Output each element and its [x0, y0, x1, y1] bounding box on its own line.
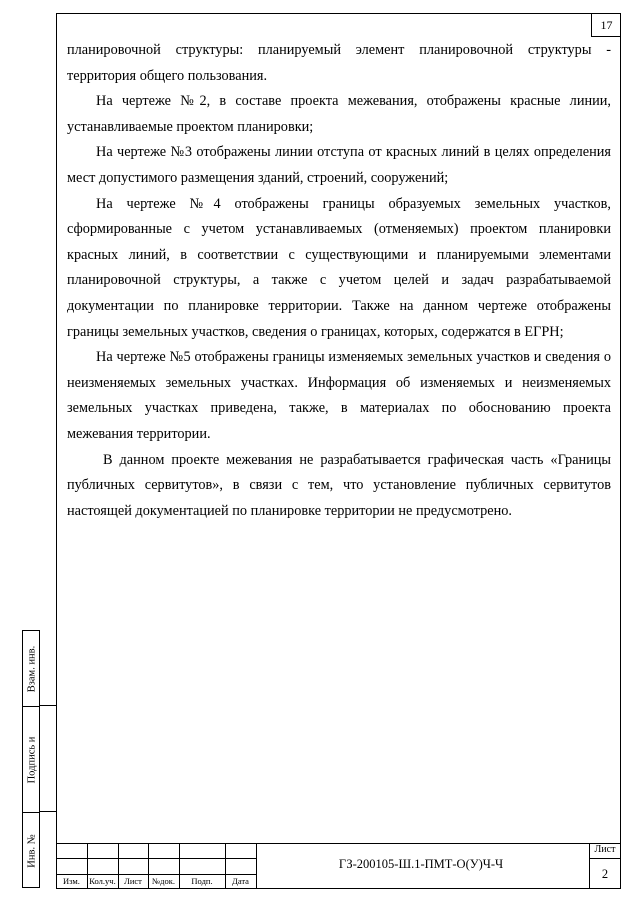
title-block — [56, 843, 621, 889]
paragraph: В данном проекте межевания не разрабатывается графическая часть «Границы публичных сервитутов», в связи с тем, что установление публичных сервитутов настоящей документацией по планировке территории не предусмотрено. — [67, 451, 611, 519]
paragraph: На чертеже №3 отображены линии отступа от красных линий в целях определения мест допустимого размещения зданий, строений, сооружений; — [67, 144, 611, 186]
tb-col-data: Дата — [232, 876, 249, 886]
vzam-inv-label: Взам. инв. — [26, 645, 37, 692]
tb-col-izm: Изм. — [63, 876, 80, 886]
paragraph: На чертеже №5 отображены границы изменяемых земельных участков и сведения о неизменяемых земельных участках. Информация об изменяемых и неизменяемых земельных участках приведена, также, в материалах по обоснованию проекта межевания территории. — [67, 349, 611, 442]
podpis-label: Подпись и — [26, 736, 37, 783]
side-cell-inv — [23, 813, 40, 889]
tb-line — [56, 874, 256, 875]
tb-line — [56, 843, 621, 844]
side-cell-podpis — [23, 707, 40, 813]
tb-col-ndok: №док. — [152, 876, 175, 886]
document-body — [67, 38, 611, 524]
sheet-number: 2 — [601, 867, 609, 881]
inv-no-label: Инв. № — [26, 834, 37, 868]
tb-line — [56, 858, 256, 859]
side-cell-vzam — [23, 631, 40, 707]
side-cell-blank — [40, 630, 57, 706]
side-strip — [22, 630, 39, 888]
side-cell-blank — [40, 706, 57, 812]
tb-line — [589, 858, 621, 859]
document-code: ГЗ-200105-Ш.1-ПМТ-О(У)Ч-Ч — [338, 857, 504, 871]
tb-col-list: Лист — [124, 876, 142, 886]
paragraph: На чертеже №4 отображены границы образуемых земельных участков, сформированные с учетом устанавливаемых (отменяемых) проектом планировки красных линий, в соответствии с существующими и планируемыми элементами планировочной структуры, а также с учетом целей и задач разрабатываемой документации по планировке территории. Также на данном чертеже отображены границы земельных участков, сведения о границах, которых, содержатся в ЕГРН; — [67, 195, 611, 340]
page-number: 17 — [591, 14, 621, 37]
paragraph: планировочной структуры: планируемый элемент планировочной структуры - территория общего пользования. — [67, 42, 611, 84]
sheet-label: Лист — [594, 844, 616, 855]
tb-col-koluch: Кол.уч. — [89, 876, 116, 886]
side-strip-column — [39, 630, 56, 888]
paragraph: На чертеже №2, в составе проекта межевания, отображены красные линии, устанавливаемые проектом планировки; — [67, 93, 611, 135]
tb-col-podp: Подп. — [191, 876, 213, 886]
